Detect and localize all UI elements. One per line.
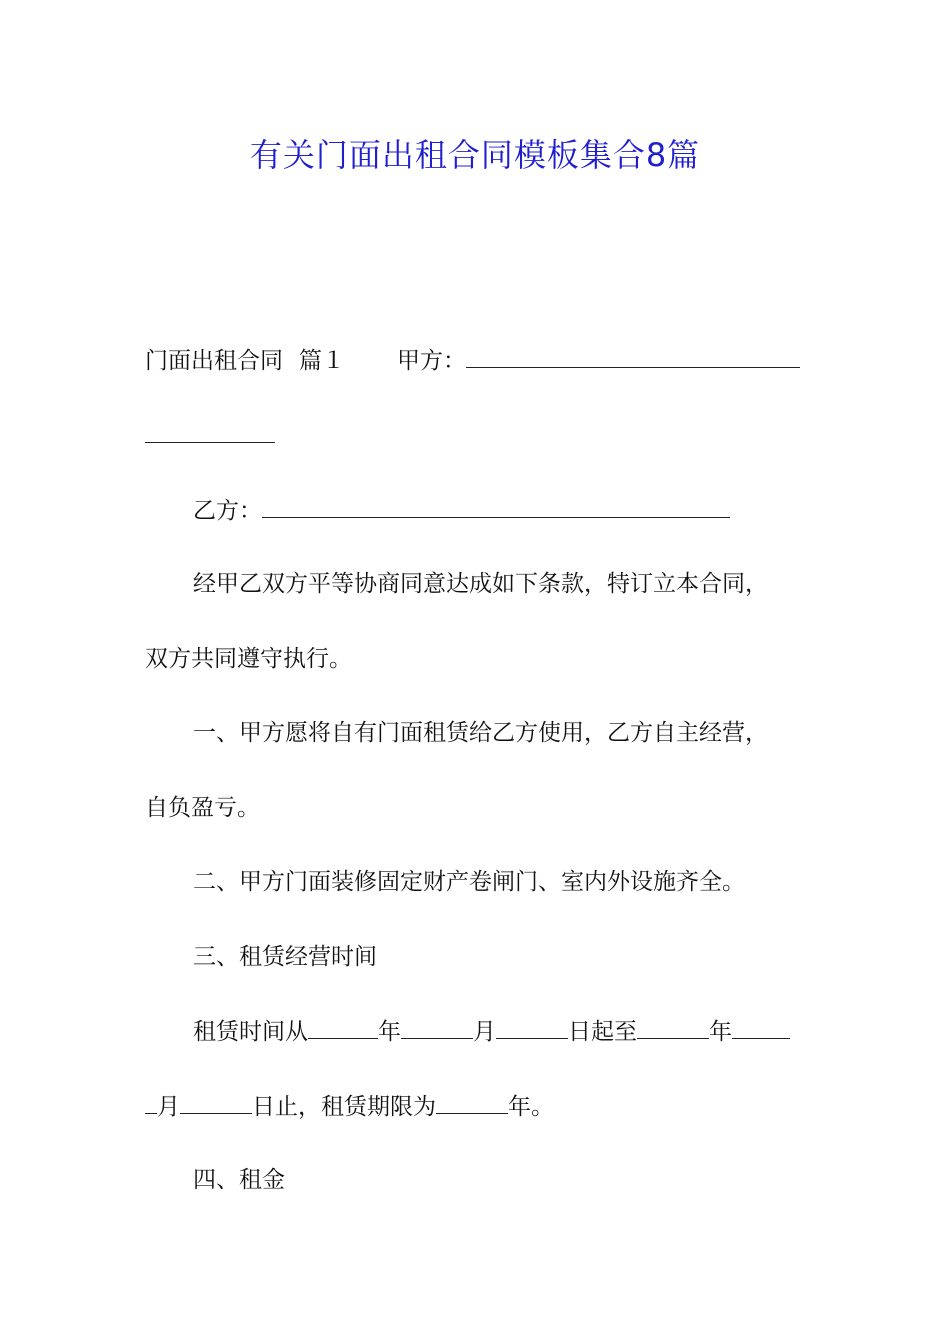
- term-line-2: [145, 1091, 554, 1122]
- contract-heading-line: [145, 345, 800, 376]
- document-title: 有关门面出租合同模板集合8篇: [249, 136, 701, 174]
- start-year-blank: [308, 1016, 378, 1039]
- end-year-unit: 年: [709, 1019, 732, 1045]
- term-prefix: 租赁时间从: [193, 1019, 308, 1045]
- clause-1-line-1: 一、甲方愿将自有门面租赁给乙方使用，乙方自主经营，: [193, 720, 768, 746]
- term-years-unit: 年。: [508, 1094, 554, 1120]
- contract-heading: 门面出租合同: [145, 348, 283, 374]
- party-a-label: 甲方：: [397, 348, 466, 374]
- contract-number: 篇１: [299, 348, 345, 374]
- party-a-blank-continued: [145, 420, 275, 451]
- term-line-1: [193, 1016, 790, 1047]
- party-a-blank-2: [145, 420, 275, 443]
- start-month-unit: 月: [473, 1019, 496, 1045]
- end-month-blank-continued: [145, 1091, 157, 1114]
- party-b-line: [193, 495, 730, 526]
- start-month-blank: [401, 1016, 473, 1039]
- clause-1-line-2: 自负盈亏。: [145, 795, 260, 821]
- clause-2: 二、甲方门面装修固定财产卷闸门、室内外设施齐全。: [193, 869, 745, 895]
- party-b-blank: [262, 495, 730, 518]
- end-month-blank: [732, 1016, 790, 1039]
- party-b-label: 乙方：: [193, 498, 262, 524]
- party-a-blank: [466, 345, 800, 368]
- end-day-blank: [180, 1091, 252, 1114]
- end-year-blank: [637, 1016, 709, 1039]
- end-day-unit: 日止，租赁期限为: [252, 1094, 436, 1120]
- start-day-unit: 日起至: [568, 1019, 637, 1045]
- clause-3-heading: 三、租赁经营时间: [193, 944, 377, 970]
- preamble-line-1: 经甲乙双方平等协商同意达成如下条款，特订立本合同，: [193, 571, 768, 597]
- term-years-blank: [436, 1091, 508, 1114]
- start-year-unit: 年: [378, 1019, 401, 1045]
- start-day-blank: [496, 1016, 568, 1039]
- clause-4-heading: 四、租金: [193, 1167, 285, 1193]
- end-month-unit: 月: [157, 1094, 180, 1120]
- preamble-line-2: 双方共同遵守执行。: [145, 646, 352, 672]
